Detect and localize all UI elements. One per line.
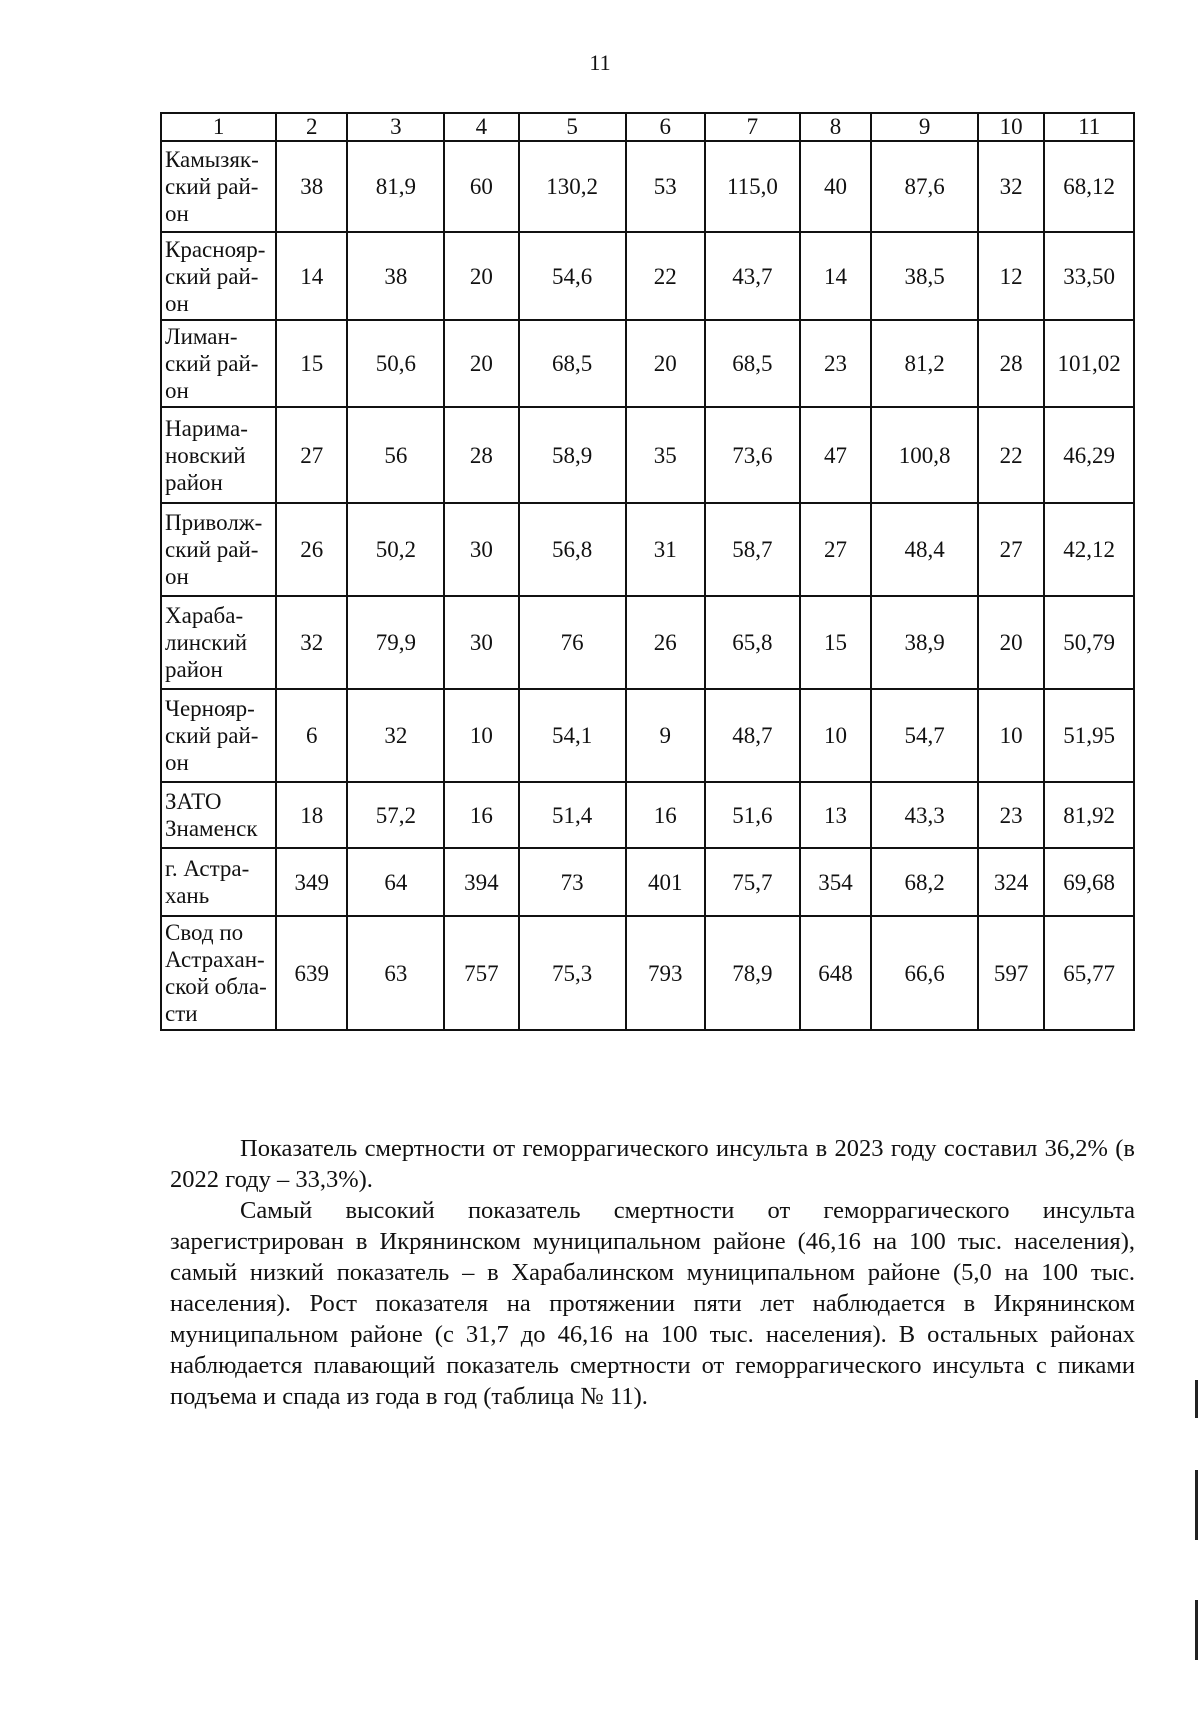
column-header: 8 [800,113,871,141]
table-cell: 56,8 [519,503,626,596]
table-cell: 78,9 [705,916,800,1030]
table-row [161,141,1134,232]
table-row [161,689,1134,782]
district-name-line: ЗАТО [165,789,222,814]
district-name-line: новский [165,442,246,468]
scan-margin-mark [1195,1600,1198,1660]
table-cell: 47 [800,407,871,503]
table-cell: 69,68 [1044,848,1134,916]
district-name-line: ский рай- [165,351,259,376]
district-name-line: ский рай- [165,263,259,289]
table-cell: 81,2 [871,320,978,407]
table-cell: 53 [626,141,705,232]
table-cell: 12 [978,232,1044,320]
table-cell: 20 [978,596,1044,689]
table-cell: 57,2 [347,782,444,848]
paragraph: Показатель смертности от геморрагического инсульта в 2023 году составил 36,2% (в 2022 году – 33,3%). [170,1135,1135,1193]
table-cell: 394 [444,848,518,916]
table-cell: 18 [276,782,347,848]
district-name-line: Знаменск [165,816,258,841]
district-name-line: ской обла- [165,974,267,999]
table-cell: 130,2 [519,141,626,232]
table-cell: 87,6 [871,141,978,232]
table-row [161,407,1134,503]
table-cell: 100,8 [871,407,978,503]
table-cell: 20 [444,232,518,320]
table-cell: 23 [978,782,1044,848]
column-header: 4 [444,113,518,141]
table-cell: 401 [626,848,705,916]
table-cell: 33,50 [1044,232,1134,320]
table-cell: 26 [626,596,705,689]
table-row [161,232,1134,320]
table-cell: 75,3 [519,916,626,1030]
table-cell: 15 [276,320,347,407]
table-cell: 56 [347,407,444,503]
table-cell: 27 [800,503,871,596]
table-cell: 16 [444,782,518,848]
table-cell: 40 [800,141,871,232]
paragraph: Самый высокий показатель смертности от геморрагического инсульта зарегистрирован в Икрянинском муниципальном районе (46,16 на 100 тыс. населения), самый низкий показатель – в Харабалинском муниципальном районе (5,0 на 100 тыс. населения). Рост показателя на протяжении пяти лет наблюдается в Икрянинском муниципальном районе (с 31,7 до 46,16 на 100 тыс. населения). В остальных районах наблюдается плавающий показатель смертности от геморрагического инсульта с пиками подъема и спада из года в год (таблица № 11). [170,1197,1135,1410]
table-cell: 79,9 [347,596,444,689]
district-name [161,689,276,782]
table-cell: 27 [276,407,347,503]
column-header: 3 [347,113,444,141]
district-name-line: Чернояр- [165,696,255,721]
page-number: 11 [589,50,611,75]
district-name [161,141,276,232]
table-cell: 35 [626,407,705,503]
district-name-line: Приволж- [165,510,263,535]
district-name-line: район [165,657,223,682]
table-cell: 31 [626,503,705,596]
table-cell: 51,95 [1044,689,1134,782]
table-cell: 46,29 [1044,407,1134,503]
column-header: 1 [161,113,276,141]
table-cell: 10 [978,689,1044,782]
table-cell: 76 [519,596,626,689]
table-cell: 38,9 [871,596,978,689]
column-header: 7 [705,113,800,141]
district-name-line: Краснояр- [165,236,266,262]
table-cell: 20 [626,320,705,407]
district-name-line: ский рай- [165,174,259,199]
district-name-line: он [165,750,189,775]
district-name-line: Лиман- [165,324,238,349]
table-cell: 28 [444,407,518,503]
table-cell: 68,12 [1044,141,1134,232]
data-table [160,112,1135,1031]
table-cell: 20 [444,320,518,407]
table-cell: 14 [276,232,347,320]
body-text [170,1133,1135,1412]
table-cell: 27 [978,503,1044,596]
table-cell: 23 [800,320,871,407]
table-cell: 14 [800,232,871,320]
table-cell: 81,9 [347,141,444,232]
column-header: 11 [1044,113,1134,141]
table-cell: 30 [444,596,518,689]
district-name-line: ский рай- [165,537,259,562]
table-cell: 10 [800,689,871,782]
district-name [161,916,276,1030]
table-cell: 30 [444,503,518,596]
table-cell: 50,6 [347,320,444,407]
table-cell: 793 [626,916,705,1030]
district-name [161,503,276,596]
table-cell: 15 [800,596,871,689]
table-cell: 54,1 [519,689,626,782]
table-cell: 51,4 [519,782,626,848]
district-name [161,407,276,503]
district-name-line: Астрахан- [165,947,265,972]
district-name-line: г. Астра- [165,856,250,881]
table-cell: 54,7 [871,689,978,782]
table-cell: 6 [276,689,347,782]
district-name-line: сти [165,1001,198,1026]
table-cell: 43,7 [705,232,800,320]
district-name-line: Камызяк- [165,147,259,172]
district-name [161,232,276,320]
district-name-line: он [165,290,189,316]
district-name-line: он [165,378,189,403]
table-cell: 32 [276,596,347,689]
table-cell: 43,3 [871,782,978,848]
table-cell: 22 [978,407,1044,503]
table-body [161,141,1134,1030]
table-cell: 64 [347,848,444,916]
district-name-line: Свод по [165,920,244,945]
table-cell: 73,6 [705,407,800,503]
table-cell: 48,7 [705,689,800,782]
table-cell: 10 [444,689,518,782]
column-header: 9 [871,113,978,141]
table-cell: 68,2 [871,848,978,916]
table-cell: 50,2 [347,503,444,596]
table-cell: 13 [800,782,871,848]
district-name [161,848,276,916]
scan-margin-mark [1195,1380,1198,1418]
district-name-line: он [165,564,189,589]
table-cell: 324 [978,848,1044,916]
table-cell: 63 [347,916,444,1030]
district-name-line: ский рай- [165,723,259,748]
table-cell: 42,12 [1044,503,1134,596]
district-name-line: линский [165,630,248,655]
table-cell: 68,5 [519,320,626,407]
table-cell: 597 [978,916,1044,1030]
table-cell: 648 [800,916,871,1030]
district-name [161,320,276,407]
table-cell: 50,79 [1044,596,1134,689]
table-cell: 32 [978,141,1044,232]
table-cell: 65,8 [705,596,800,689]
table-cell: 22 [626,232,705,320]
table-cell: 51,6 [705,782,800,848]
district-name [161,596,276,689]
table-cell: 354 [800,848,871,916]
district-name-line: район [165,469,223,495]
table-cell: 58,7 [705,503,800,596]
table-cell: 58,9 [519,407,626,503]
table-cell: 68,5 [705,320,800,407]
scan-margin-mark [1195,1470,1198,1540]
table-cell: 54,6 [519,232,626,320]
column-header: 6 [626,113,705,141]
table-row [161,596,1134,689]
table-cell: 38 [276,141,347,232]
table-row [161,916,1134,1030]
table-cell: 60 [444,141,518,232]
district-name [161,782,276,848]
column-header: 10 [978,113,1044,141]
table-cell: 9 [626,689,705,782]
table-cell: 38 [347,232,444,320]
table-cell: 16 [626,782,705,848]
table-row [161,848,1134,916]
district-name-line: Нарима- [165,415,248,441]
district-name-line: хань [165,883,210,908]
table-cell: 65,77 [1044,916,1134,1030]
column-header: 5 [519,113,626,141]
table-cell: 73 [519,848,626,916]
district-name-line: он [165,201,189,226]
table-cell: 26 [276,503,347,596]
table-cell: 38,5 [871,232,978,320]
table-row [161,320,1134,407]
table-cell: 115,0 [705,141,800,232]
table-cell: 28 [978,320,1044,407]
column-header: 2 [276,113,347,141]
table-cell: 48,4 [871,503,978,596]
table-header-row [161,113,1134,141]
table-cell: 32 [347,689,444,782]
table-cell: 101,02 [1044,320,1134,407]
table-cell: 81,92 [1044,782,1134,848]
district-name-line: Хараба- [165,603,244,628]
table-cell: 75,7 [705,848,800,916]
table-cell: 757 [444,916,518,1030]
table-cell: 349 [276,848,347,916]
table-cell: 639 [276,916,347,1030]
table-cell: 66,6 [871,916,978,1030]
table-row [161,782,1134,848]
table-row [161,503,1134,596]
